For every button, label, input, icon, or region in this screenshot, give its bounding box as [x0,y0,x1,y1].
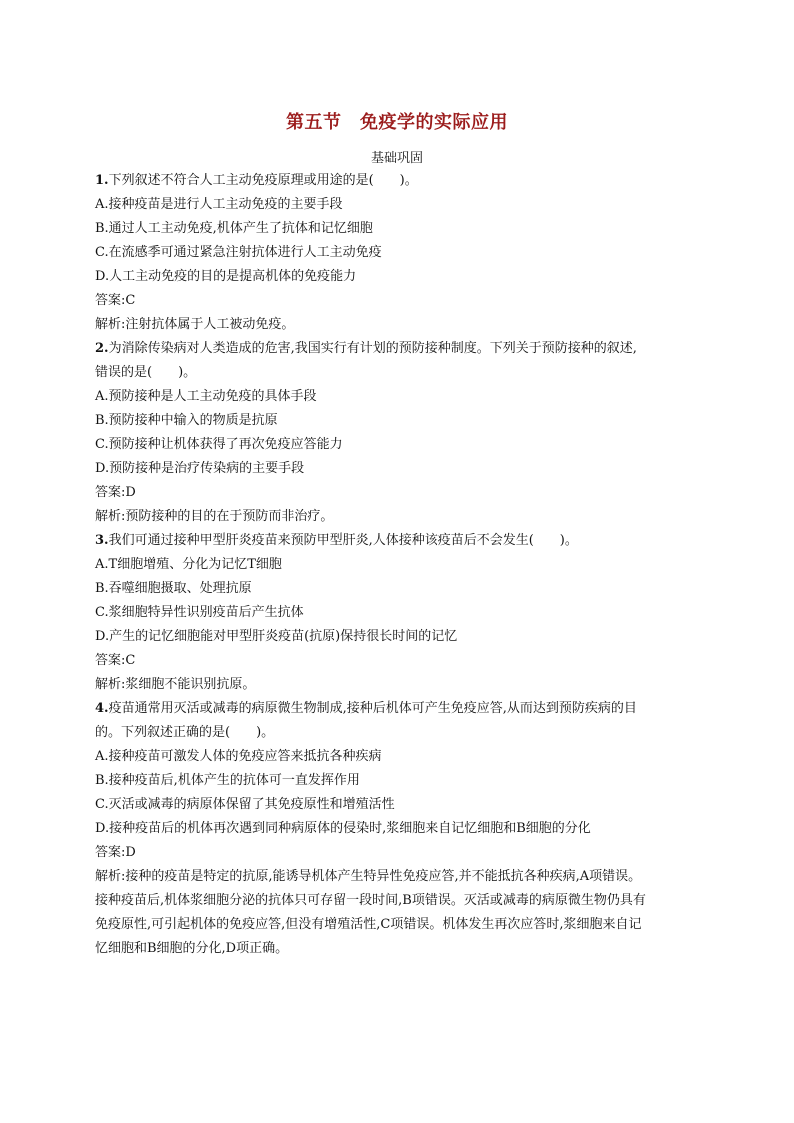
option-c: C.浆细胞特异性识别疫苗后产生抗体 [95,605,304,620]
page-title: 第五节 免疫学的实际应用 [286,112,508,133]
analysis: 解析:预防接种的目的在于预防而非治疗。 [95,509,334,524]
question-stem [95,697,699,721]
option-c: C.在流感季可通过紧急注射抗体进行人工主动免疫 [95,245,382,260]
analysis-line-1: 解析:接种的疫苗是特定的抗原,能诱导机体产生特异性免疫应答,并不能抵抗各种疾病,A项错误。 [95,869,642,884]
question-text: 我们可通过接种甲型肝炎疫苗来预防甲型肝炎,人体接种该疫苗后不会发生( )。 [108,533,578,548]
answer: 答案:D [95,845,136,860]
answer: 答案:C [95,653,136,668]
option-a: A.预防接种是人工主动免疫的具体手段 [95,389,317,404]
option-d: D.预防接种是治疗传染病的主要手段 [95,461,305,476]
question-1 [95,169,699,337]
option-a: A.接种疫苗可激发人体的免疫应答来抵抗各种疾病 [95,749,382,764]
option-d: D.接种疫苗后的机体再次遇到同种病原体的侵染时,浆细胞来自记忆细胞和B细胞的分化 [95,821,591,836]
option-b: B.吞噬细胞摄取、处理抗原 [95,581,252,596]
option-b: B.预防接种中输入的物质是抗原 [95,413,278,428]
answer: 答案:C [95,293,136,308]
option-d: D.人工主动免疫的目的是提高机体的免疫能力 [95,269,357,284]
analysis-line-2: 接种疫苗后,机体浆细胞分泌的抗体只可存留一段时间,B项错误。灭活或减毒的病原微生物仍具有 [95,893,646,908]
question-stem-continued: 错误的是( )。 [95,365,197,380]
question-2 [95,337,699,529]
section-heading: 基础巩固 [370,151,423,166]
question-number: 2. [95,341,109,356]
question-stem-continued: 的。下列叙述正确的是( )。 [95,725,275,740]
question-number: 3. [95,533,109,548]
question-text: 为消除传染病对人类造成的危害,我国实行有计划的预防接种制度。下列关于预防接种的叙述, [108,341,637,356]
analysis-line-4: 忆细胞和B细胞的分化,D项正确。 [95,941,289,956]
option-a: A.T细胞增殖、分化为记忆T细胞 [95,557,282,572]
option-c: C.灭活或减毒的病原体保留了其免疫原性和增殖活性 [95,797,395,812]
question-3 [95,529,699,697]
question-text: 疫苗通常用灭活或减毒的病原微生物制成,接种后机体可产生免疫应答,从而达到预防疾病的目 [108,701,637,716]
question-list [95,169,699,961]
analysis-line-3: 免疫原性,可引起机体的免疫应答,但没有增殖活性,C项错误。机体发生再次应答时,浆细胞来自记 [95,917,642,932]
question-stem [95,337,699,361]
analysis: 解析:浆细胞不能识别抗原。 [95,677,256,692]
option-b: B.接种疫苗后,机体产生的抗体可一直发挥作用 [95,773,360,788]
answer: 答案:D [95,485,136,500]
question-number: 1. [95,173,109,188]
question-number: 4. [95,701,109,716]
option-c: C.预防接种让机体获得了再次免疫应答能力 [95,437,343,452]
question-text: 下列叙述不符合人工主动免疫原理或用途的是( )。 [108,173,418,188]
option-a: A.接种疫苗是进行人工主动免疫的主要手段 [95,197,343,212]
option-d: D.产生的记忆细胞能对甲型肝炎疫苗(抗原)保持很长时间的记忆 [95,629,458,644]
question-stem [95,169,699,193]
option-b: B.通过人工主动免疫,机体产生了抗体和记忆细胞 [95,221,373,236]
question-stem [95,529,699,553]
analysis: 解析:注射抗体属于人工被动免疫。 [95,317,295,332]
question-4 [95,697,699,961]
